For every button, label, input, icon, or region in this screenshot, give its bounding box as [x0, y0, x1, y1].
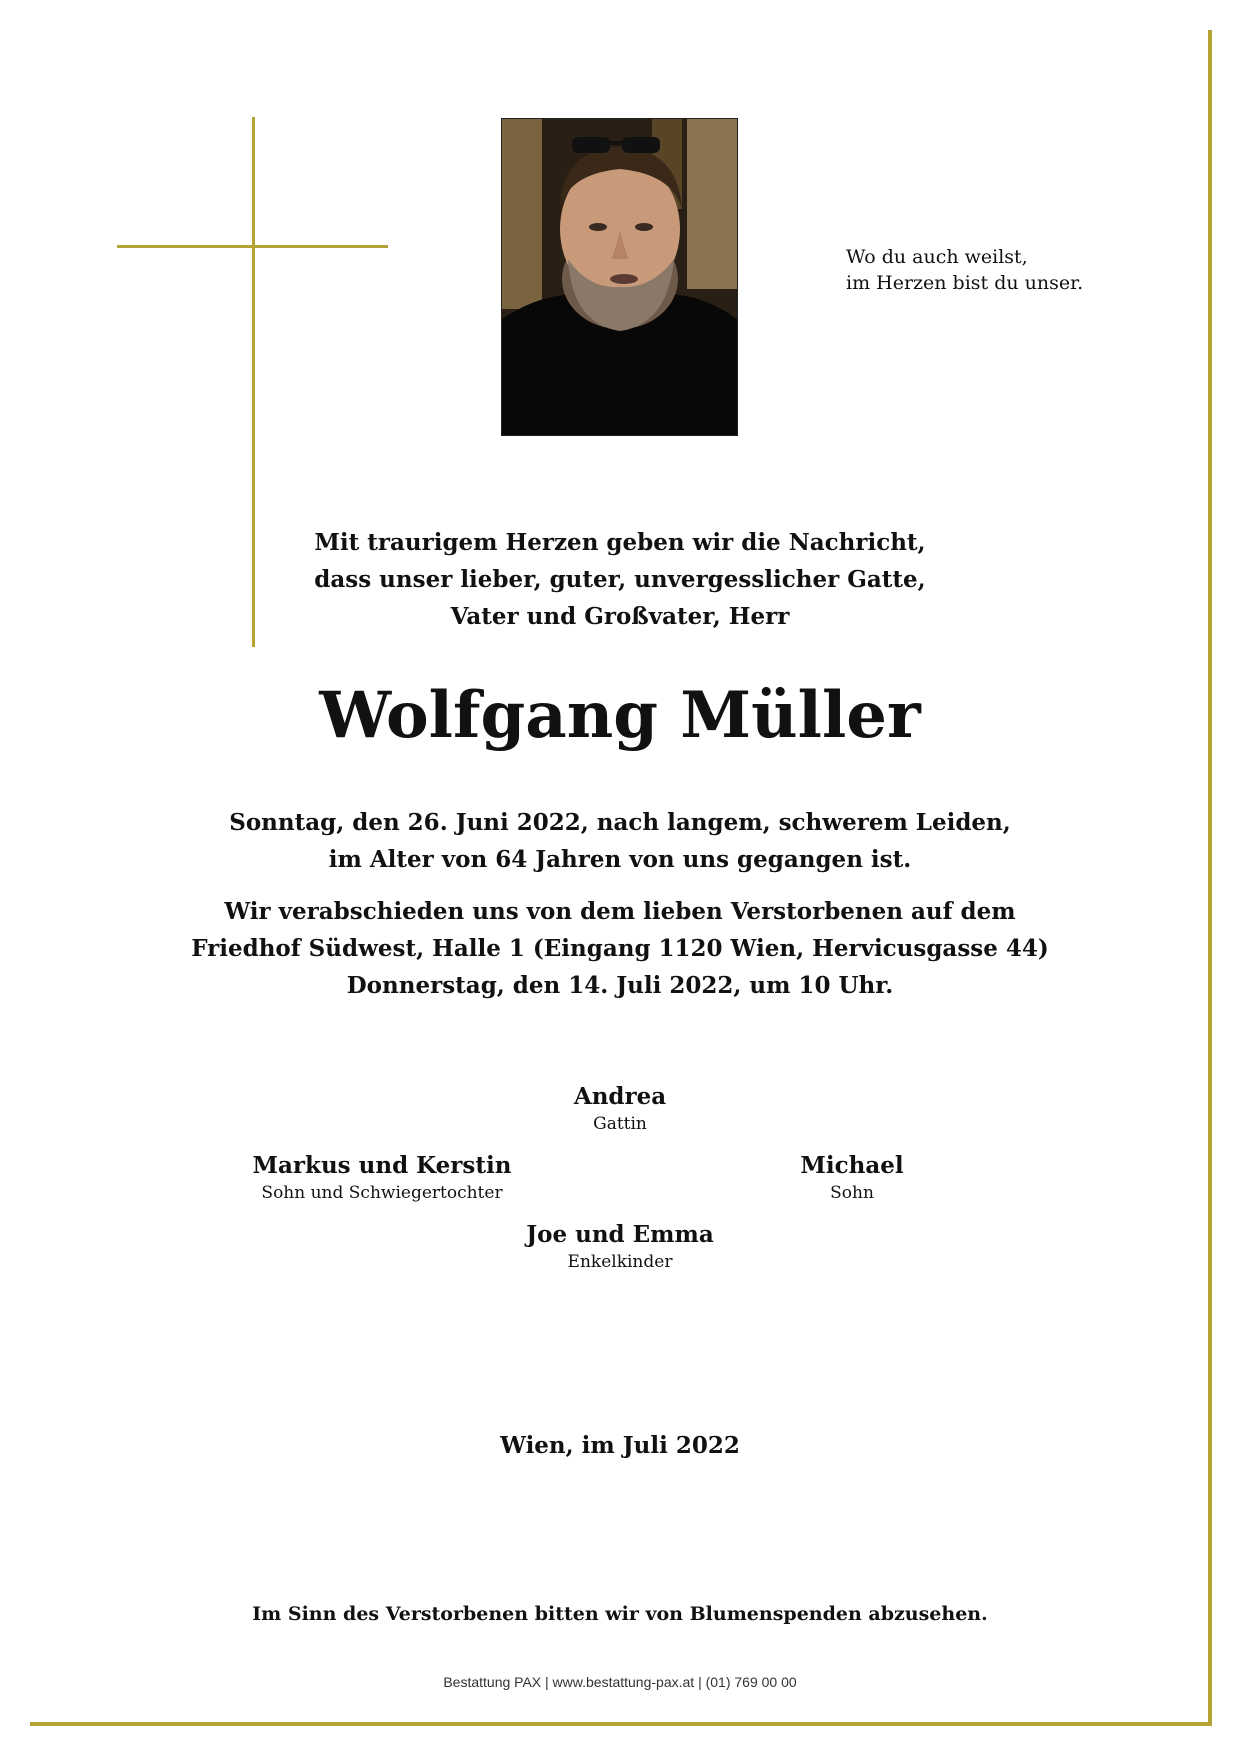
mourner-relation: Sohn und Schwiegertochter: [261, 1183, 503, 1203]
death-info: [120, 804, 1120, 878]
funeral-info: [120, 893, 1120, 1004]
mourner-relation: Gattin: [593, 1114, 647, 1134]
mourner-relation: Enkelkinder: [567, 1252, 673, 1272]
mourner-name: Andrea: [573, 1083, 667, 1110]
death-info-line-1: Sonntag, den 26. Juni 2022, nach langem, schwerem Leiden,: [229, 809, 1011, 836]
motto-line-1: Wo du auch weilst,: [846, 246, 1028, 268]
mourner-name: Markus und Kerstin: [252, 1152, 512, 1179]
intro-line-1: Mit traurigem Herzen geben wir die Nachricht,: [314, 529, 926, 556]
flower-donation-note: Im Sinn des Verstorbenen bitten wir von Blumenspenden abzusehen.: [252, 1603, 988, 1625]
place-date: Wien, im Juli 2022: [500, 1432, 740, 1459]
portrait-image: [502, 119, 737, 435]
mourner-name: Joe und Emma: [526, 1221, 714, 1248]
motto-line-2: im Herzen bist du unser.: [846, 272, 1084, 294]
mourner-michael: [742, 1151, 962, 1205]
cross-icon-horizontal-bar: [117, 245, 388, 248]
portrait-photo: [501, 118, 738, 436]
funeral-home-footer: Bestattung PAX | www.bestattung-pax.at | (01) 769 00 00: [443, 1674, 797, 1690]
funeral-info-line-3: Donnerstag, den 14. Juli 2022, um 10 Uhr.: [346, 972, 894, 999]
frame-border-bottom: [30, 1722, 1212, 1726]
funeral-info-line-2: Friedhof Südwest, Halle 1 (Eingang 1120 Wien, Hervicusgasse 44): [191, 935, 1049, 962]
intro-text: [120, 524, 1120, 635]
mourner-andrea: [500, 1082, 740, 1136]
mourner-markus-kerstin: [232, 1151, 532, 1205]
intro-line-2: dass unser lieber, guter, unvergesslicher Gatte,: [314, 566, 926, 593]
motto-quote: [846, 244, 1176, 296]
death-info-line-2: im Alter von 64 Jahren von uns gegangen ist.: [328, 846, 912, 873]
mourner-joe-emma: [500, 1220, 740, 1274]
intro-line-3: Vater und Großvater, Herr: [450, 603, 790, 630]
mourner-name: Michael: [800, 1152, 904, 1179]
mourner-relation: Sohn: [830, 1183, 874, 1203]
frame-border-right: [1208, 30, 1212, 1726]
deceased-name: Wolfgang Müller: [319, 678, 921, 753]
funeral-info-line-1: Wir verabschieden uns von dem lieben Verstorbenen auf dem: [224, 898, 1016, 925]
